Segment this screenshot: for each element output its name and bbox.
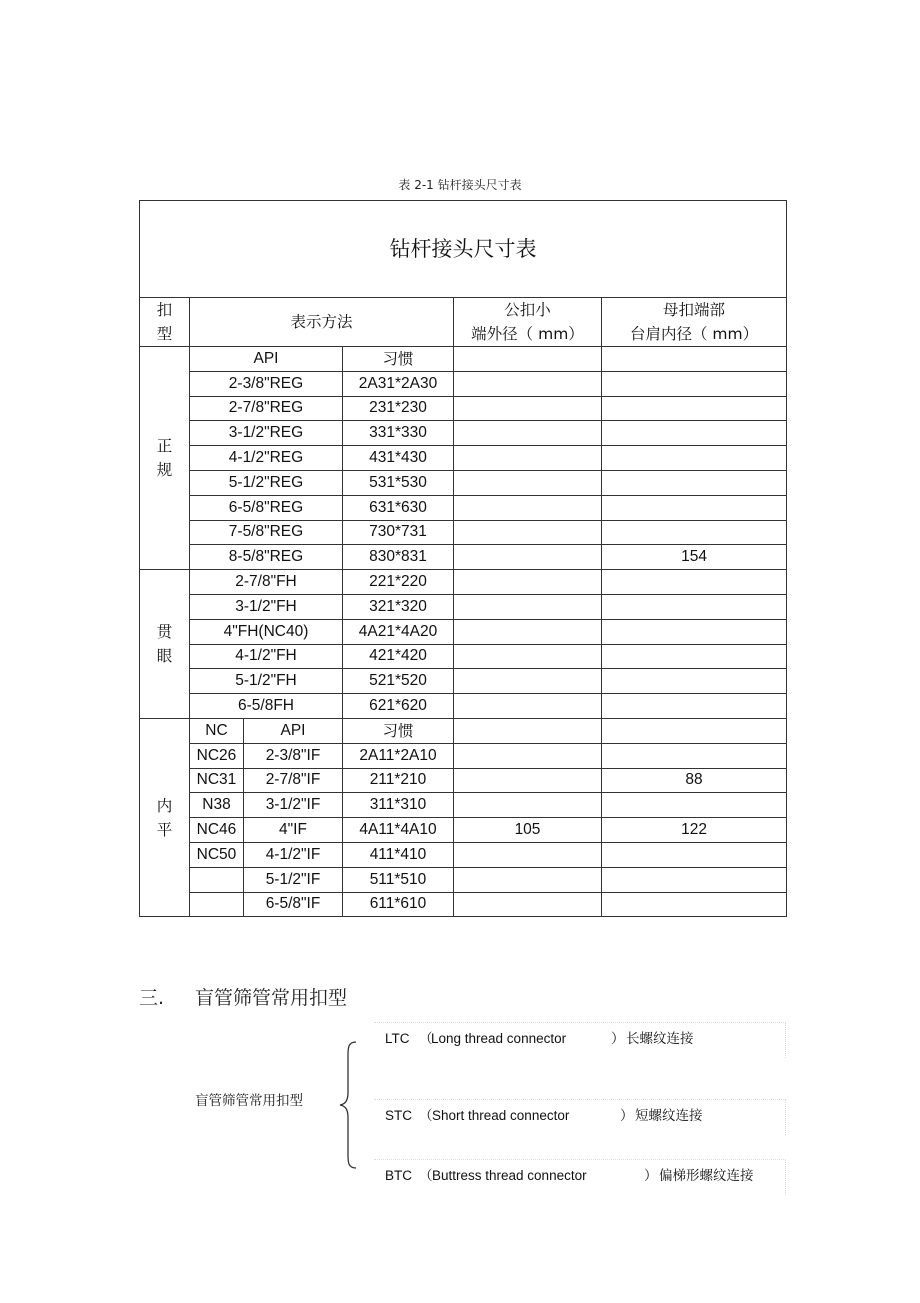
box-id-cell [602,520,787,545]
table-title: 钻杆接头尺寸表 [140,201,787,298]
custom-code-cell: 421*420 [343,644,454,669]
header-notation: 表示方法 [190,298,454,347]
custom-code-cell: 2A11*2A10 [343,743,454,768]
thread-type-item [374,1022,786,1056]
sub-header-api: API [244,718,343,743]
api-cell: 2-7/8"IF [244,768,343,793]
nc-cell: NC26 [190,743,244,768]
dotted-rule [785,1159,786,1195]
box-id-cell [602,669,787,694]
table-row [140,818,787,843]
sub-header-row [140,718,787,743]
nc-cell [190,892,244,917]
table-row [140,768,787,793]
header-row [140,298,787,347]
pin-od-cell [454,669,602,694]
nc-cell: NC31 [190,768,244,793]
title-row [140,201,787,298]
api-cell: 8-5/8"REG [190,545,343,570]
box-id-cell [602,396,787,421]
table-row [140,669,787,694]
pin-od-cell [454,867,602,892]
sub-header-nc: NC [190,718,244,743]
api-cell: 2-3/8"IF [244,743,343,768]
empty-cell [602,347,787,372]
dotted-rule [785,1099,786,1135]
custom-code-cell: 4A11*4A10 [343,818,454,843]
empty-cell [454,347,602,372]
pin-od-cell [454,768,602,793]
box-id-cell [602,743,787,768]
pin-od-cell [454,396,602,421]
header-box-id: 母扣端部 台肩内径（ mm） [602,298,787,347]
box-id-cell: 88 [602,768,787,793]
box-id-cell [602,892,787,917]
nc-cell: NC50 [190,842,244,867]
thread-type-item [374,1099,786,1133]
empty-cell [602,718,787,743]
dotted-rule [785,1022,786,1058]
paren-open: （ [419,1031,433,1047]
table-row [140,421,787,446]
box-id-cell [602,446,787,471]
pin-od-cell [454,842,602,867]
header-pin-od: 公扣小 端外径（ mm） [454,298,602,347]
paren-close: ） [611,1031,625,1047]
thread-type-item [374,1159,786,1193]
pin-od-cell [454,793,602,818]
thread-chinese-name: 偏梯形螺纹连接 [659,1168,754,1184]
box-id-cell: 122 [602,818,787,843]
api-cell: 5-1/2"FH [190,669,343,694]
nc-cell [190,867,244,892]
api-cell: 4-1/2"IF [244,842,343,867]
api-cell: 3-1/2"IF [244,793,343,818]
table-row [140,867,787,892]
table-row [140,793,787,818]
sub-header-custom: 习惯 [343,718,454,743]
thread-code: LTC [385,1031,410,1046]
custom-code-cell: 511*510 [343,867,454,892]
pin-od-cell [454,694,602,719]
custom-code-cell: 4A21*4A20 [343,619,454,644]
curly-brace-icon [338,1040,362,1170]
box-id-cell [602,694,787,719]
thread-chinese-name: 长螺纹连接 [626,1031,694,1047]
paren-close: ） [644,1168,658,1184]
section-title: 盲管筛管常用扣型 [195,987,348,1009]
box-id-cell [602,793,787,818]
api-cell: 7-5/8"REG [190,520,343,545]
api-cell: 2-7/8"FH [190,570,343,595]
table-row [140,743,787,768]
pin-od-cell [454,892,602,917]
section-heading [139,983,347,1010]
pin-od-cell [454,371,602,396]
table-row [140,470,787,495]
paren-close: ） [620,1108,634,1124]
pin-od-cell [454,570,602,595]
table-row [140,570,787,595]
category-full-hole: 贯 眼 [140,570,190,719]
custom-code-cell: 221*220 [343,570,454,595]
custom-code-cell: 411*410 [343,842,454,867]
pin-od-cell [454,470,602,495]
table-row [140,619,787,644]
box-id-cell [602,644,787,669]
sub-header-api: API [190,347,343,372]
api-cell: 6-5/8"REG [190,495,343,520]
api-cell: 4-1/2"REG [190,446,343,471]
paren-open: （ [419,1168,433,1184]
table-caption: 表 2-1 钻杆接头尺寸表 [398,178,522,192]
drill-pipe-joint-table [139,200,787,917]
custom-code-cell: 311*310 [343,793,454,818]
custom-code-cell: 211*210 [343,768,454,793]
sub-header-custom: 习惯 [343,347,454,372]
header-thread-type: 扣 型 [140,298,190,347]
api-cell: 4"FH(NC40) [190,619,343,644]
thread-chinese-name: 短螺纹连接 [635,1108,703,1124]
pin-od-cell [454,594,602,619]
api-cell: 2-7/8"REG [190,396,343,421]
thread-english-name: Buttress thread connector [432,1168,587,1183]
pin-od-cell [454,421,602,446]
nc-cell: N38 [190,793,244,818]
api-cell: 5-1/2"REG [190,470,343,495]
thread-english-name: Short thread connector [432,1108,570,1123]
box-id-cell [602,371,787,396]
box-id-cell [602,421,787,446]
custom-code-cell: 431*430 [343,446,454,471]
custom-code-cell: 830*831 [343,545,454,570]
table-row [140,520,787,545]
custom-code-cell: 331*330 [343,421,454,446]
pin-od-cell [454,446,602,471]
table-row [140,545,787,570]
table-row [140,495,787,520]
nc-cell: NC46 [190,818,244,843]
api-cell: 4-1/2"FH [190,644,343,669]
table-row [140,892,787,917]
api-cell: 5-1/2"IF [244,867,343,892]
category-regular: 正 规 [140,347,190,570]
thread-code: STC [385,1108,412,1123]
custom-code-cell: 521*520 [343,669,454,694]
box-id-cell [602,594,787,619]
box-id-cell [602,619,787,644]
table-row [140,371,787,396]
custom-code-cell: 621*620 [343,694,454,719]
table-row [140,446,787,471]
pin-od-cell [454,619,602,644]
custom-code-cell: 2A31*2A30 [343,371,454,396]
category-internal-flush: 内 平 [140,718,190,916]
custom-code-cell: 631*630 [343,495,454,520]
api-cell: 3-1/2"REG [190,421,343,446]
box-id-cell: 154 [602,545,787,570]
table-row [140,842,787,867]
table-row [140,594,787,619]
custom-code-cell: 321*320 [343,594,454,619]
section-number: 三. [139,987,165,1009]
custom-code-cell: 531*530 [343,470,454,495]
box-id-cell [602,495,787,520]
box-id-cell [602,470,787,495]
box-id-cell [602,867,787,892]
table-row [140,694,787,719]
thread-types-label: 盲管筛管常用扣型 [195,1093,303,1109]
pin-od-cell [454,743,602,768]
api-cell: 3-1/2"FH [190,594,343,619]
custom-code-cell: 231*230 [343,396,454,421]
pin-od-cell [454,545,602,570]
api-cell: 6-5/8FH [190,694,343,719]
thread-code: BTC [385,1168,412,1183]
pin-od-cell [454,644,602,669]
table-row [140,396,787,421]
custom-code-cell: 611*610 [343,892,454,917]
sub-header-row [140,347,787,372]
custom-code-cell: 730*731 [343,520,454,545]
pin-od-cell [454,495,602,520]
paren-open: （ [419,1108,433,1124]
box-id-cell [602,842,787,867]
empty-cell [454,718,602,743]
api-cell: 2-3/8"REG [190,371,343,396]
pin-od-cell [454,520,602,545]
box-id-cell [602,570,787,595]
thread-english-name: Long thread connector [431,1031,567,1046]
api-cell: 4"IF [244,818,343,843]
pin-od-cell: 105 [454,818,602,843]
table-row [140,644,787,669]
api-cell: 6-5/8"IF [244,892,343,917]
